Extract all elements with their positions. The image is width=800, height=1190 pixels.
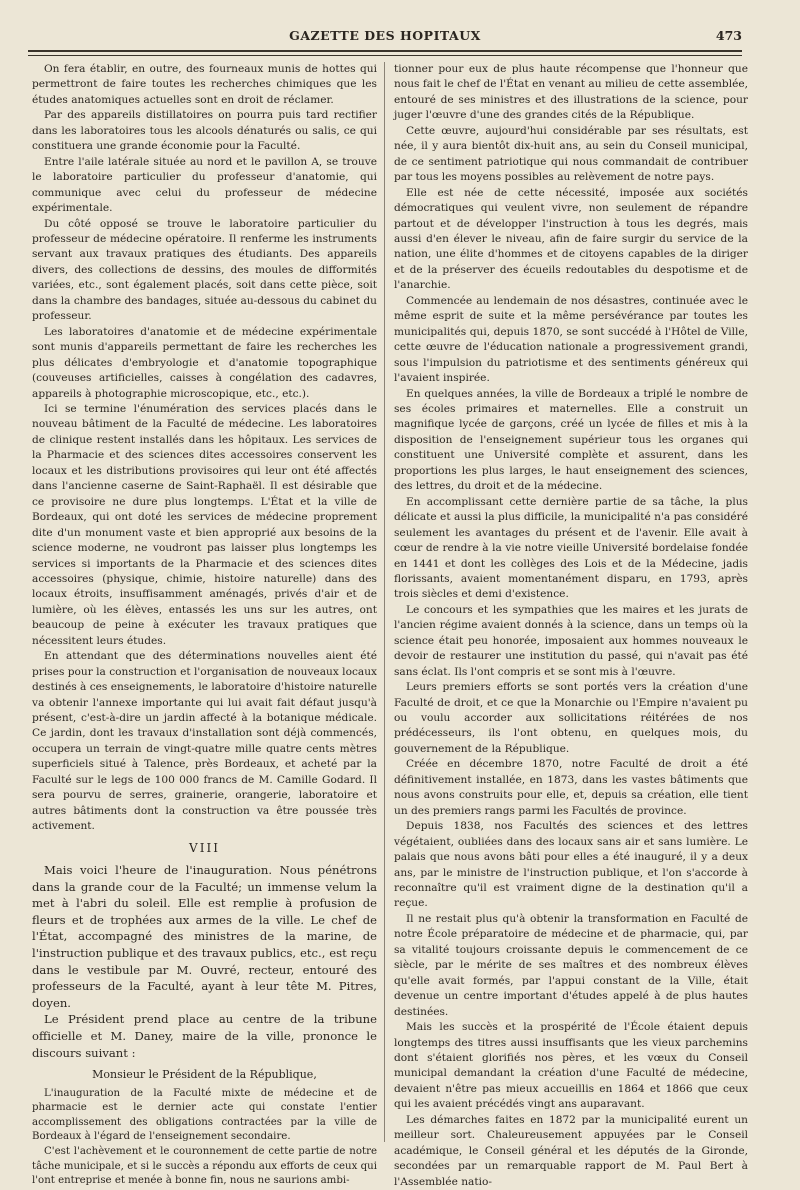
left-column bbox=[32, 62, 378, 1187]
paragraph: En attendant que des déterminations nouvelles aient été prises pour la construction et l'organisation de nouveaux locaux destinés à ces enseignements, le laboratoire d'histoire naturelle va obtenir l'annexe importante qui lui avait fait défaut jusqu'à présent, c'est-à-dire un jardin affecté à la botanique médicale. Ce jardin, dont les travaux d'installation sont déjà commencés, occupera un terrain de vingt-quatre mille quatre cents mètres superficiels situé à Talence, près Bordeaux, et acheté par la Faculté sur le legs de 100 000 francs de M. Camille Godard. Il sera pourvu de serres, grainerie, orangerie, laboratoire et autres bâtiments dont la construction va être poussée très activement. bbox=[32, 650, 378, 833]
page-title: GAZETTE DES HOPITAUX bbox=[289, 28, 481, 43]
header-rule-thick bbox=[28, 50, 742, 52]
paragraph: Les démarches faites en 1872 par la municipalité eurent un meilleur sort. Chaleureusement appuyées par le Conseil académique, le Conseil général et les députés de la Gironde, secondées par un remarquable rapport de M. Paul Bert à l'Assemblée natio- bbox=[394, 1113, 748, 1188]
paragraph: Elle est née de cette nécessité, imposée aux sociétés démocratiques qui veulent vivre, non seulement de répandre partout et de développer l'instruction à tous les degrés, mais aussi d'en élever le niveau, afin de faire surgir du service de la nation, une élite d'hommes et de citoyens capables de la diriger et de la préserver des écueils redoutables du despotisme et de l'anarchie. bbox=[394, 186, 748, 292]
paragraph: Ici se termine l'énumération des services placés dans le nouveau bâtiment de la Faculté de médecine. Les laboratoires de clinique restent installés dans les hôpitaux. Les services de la Pharmacie et des sciences dites accessoires conservent les locaux et les distributions provisoires qui leur ont été affectés dans l'ancienne caserne de Saint-Raphaël. Il est désirable que ce provisoire ne dure plus longtemps. L'État et la ville de Bordeaux, qui ont doté les services de médecine proprement dite d'un monument vaste et bien approprié aux besoins de la science moderne, ne voudront pas laisser plus longtemps les services si importants de la Pharmacie et des sciences dites accessoires (physique, chimie, histoire naturelle) dans des locaux étroits, insuffisamment aménagés, privés d'air et de lumière, où les élèves, entassés les uns sur les autres, ont beaucoup de peine à exécuter les travaux pratiques que nécessitent leurs études. bbox=[32, 402, 377, 647]
right-column bbox=[394, 62, 748, 1188]
speech-salutation: Monsieur le Président de la République, bbox=[92, 1068, 317, 1082]
paragraph: Entre l'aile latérale située au nord et le pavillon A, se trouve le laboratoire particulier du professeur d'anatomie, qui communique avec celui du professeur de médecine expérimentale. bbox=[32, 155, 377, 215]
paragraph: Mais les succès et la prospérité de l'École étaient depuis longtemps des titres aussi insuffisants que les vieux parchemins dont s'étaient glorifiés nos pères, et les vœux du Conseil municipal demandant la création d'une Faculté de médecine, devaient n'être pas mieux accueillis en 1864 et 1866 que ceux qui les avaient précédés vingt ans auparavant. bbox=[394, 1021, 748, 1111]
paragraph: Le concours et les sympathies que les maires et les jurats de l'ancien régime avaient donnés à la science, dans un temps où la science était peu honorée, imposaient aux hommes nouveaux le devoir de restaurer une institution du passé, qui n'avait pas été sans éclat. Ils l'ont compris et se sont mis à l'œuvre. bbox=[394, 603, 748, 678]
paragraph: On fera établir, en outre, des fourneaux munis de hottes qui permettront de faire toutes les recherches chimiques que les études anatomiques actuelles sont en droit de réclamer. bbox=[32, 63, 377, 106]
paragraph: Du côté opposé se trouve le laboratoire particulier du professeur de médecine opératoire. Il renferme les instruments servant aux travaux pratiques des étudiants. Des appareils divers, des collections de dessins, des moules de difformités variées, etc., sont également placés, soit dans cette pièce, soit dans la chambre des bandages, située au-dessous du cabinet du professeur. bbox=[32, 217, 377, 323]
speech-paragraph: C'est l'achèvement et le couronnement de cette partie de notre tâche municipale, et si le succès a répondu aux efforts de ceux qui l'ont entreprise et menée à bonne fin, nous ne saurions ambi- bbox=[32, 1146, 377, 1187]
paragraph: En quelques années, la ville de Bordeaux a triplé le nombre de ses écoles primaires et maternelles. Elle a construit un magnifique lycée de garçons, créé un lycée de filles et mis à la disposition de l'enseignement supérieur tous les organes qui constituent une Université complète et assurent, dans les proportions les plus larges, le haut enseignement des sciences, des lettres, du droit et de la médecine. bbox=[394, 387, 748, 493]
paragraph: tionner pour eux de plus haute récompense que l'honneur que nous fait le chef de l'État en venant au milieu de cette assemblée, entouré de ses ministres et des illustrations de la science, pour juger l'œuvre d'une des grandes cités de la République. bbox=[394, 63, 748, 122]
paragraph: Cette œuvre, aujourd'hui considérable par ses résultats, est née, il y aura bientôt dix-huit ans, au sein du Conseil municipal, de ce sentiment patriotique qui nous commandait de contribuer par tous les moyens possibles au relèvement de notre pays. bbox=[394, 124, 748, 184]
page-header bbox=[28, 24, 742, 46]
speech-paragraph: L'inauguration de la Faculté mixte de médecine et de pharmacie est le dernier acte qui constate l'entier accomplissement des obligations contractées par la ville de Bordeaux à l'égard de l'enseignement secondaire. bbox=[32, 1087, 377, 1143]
section-number: VIII bbox=[189, 840, 220, 855]
header-rule-thin bbox=[28, 55, 742, 56]
paragraph: En accomplissant cette dernière partie de sa tâche, la plus délicate et aussi la plus difficile, la municipalité n'a pas considéré seulement les avantages du présent et de l'avenir. Elle avait à cœur de rendre à la vie notre vieille Université bordelaise fondée en 1441 et dont les collèges des Lois et de la Médecine, jadis florissants, avaient momentanément disparu, en 1793, après trois siècles et demi d'existence. bbox=[394, 495, 748, 601]
paragraph: Par des appareils distillatoires on pourra puis tard rectifier dans les laboratoires tous les alcools dénaturés ou salis, ce qui constituera une grande économie pour la Faculté. bbox=[32, 109, 377, 153]
paragraph: Les laboratoires d'anatomie et de médecine expérimentale sont munis d'appareils permettant de faire les recherches les plus délicates d'embryologie et d'anatomie topographique (couveuses artificielles, caisses à congélation des cadavres, appareils à photographie microscopique, etc., etc.). bbox=[32, 325, 377, 400]
paragraph: Leurs premiers efforts se sont portés vers la création d'une Faculté de droit, et ce que la Monarchie ou l'Empire n'avaient pu ou voulu accorder aux sollicitations réitérées de nos prédécesseurs, ils l'ont obtenu, en quelques mois, du gouvernement de la République. bbox=[394, 681, 748, 755]
paragraph: Il ne restait plus qu'à obtenir la transformation en Faculté de notre École préparatoire de médecine et de pharmacie, qui, par sa vitalité toujours croissante depuis le commencement de ce siècle, par le mérite de ses maîtres et des nombreux élèves qu'elle avait formés, par l'appui constant de la Ville, était devenue un centre important d'études appelé à de plus hautes destinées. bbox=[394, 912, 748, 1018]
column-divider bbox=[384, 62, 385, 1142]
paragraph: Mais voici l'heure de l'inauguration. Nous pénétrons dans la grande cour de la Faculté; un immense velum la met à l'abri du soleil. Elle est remplie à profusion de fleurs et de trophées aux armes de la ville. Le chef de l'État, accompagné des ministres de la marine, de l'instruction publique et des travaux publics, etc., est reçu dans le vestibule par M. Ouvré, recteur, entouré des professeurs de la Faculté, ayant à leur tête M. Pitres, doyen. bbox=[32, 863, 377, 1010]
paragraph: Commencée au lendemain de nos désastres, continuée avec le même esprit de suite et la même persévérance par toutes les municipalités qui, depuis 1870, se sont succédé à l'Hôtel de Ville, cette œuvre de l'éducation nationale a progressivement grandi, sous l'impulsion du patriotisme et des sentiments généreux qui l'avaient inspirée. bbox=[394, 294, 748, 385]
paragraph: Le Président prend place au centre de la tribune officielle et M. Daney, maire de la ville, prononce le discours suivant : bbox=[32, 1012, 377, 1060]
paragraph: Depuis 1838, nos Facultés des sciences et des lettres végétaient, oubliées dans des locaux sans air et sans lumière. Le palais que nous avons bâti pour elles a été inauguré, il y a deux ans, par le ministre de l'instruction publique, et l'on s'accorde à reconnaître qu'il est vraiment digne de la destination qu'il a reçue. bbox=[394, 820, 748, 910]
paragraph: Créée en décembre 1870, notre Faculté de droit a été définitivement installée, en 1873, dans les vastes bâtiments que nous avons construits pour elle, et, depuis sa création, elle tient un des premiers rangs parmi les Facultés de province. bbox=[394, 758, 748, 817]
page-number: 473 bbox=[715, 28, 742, 43]
